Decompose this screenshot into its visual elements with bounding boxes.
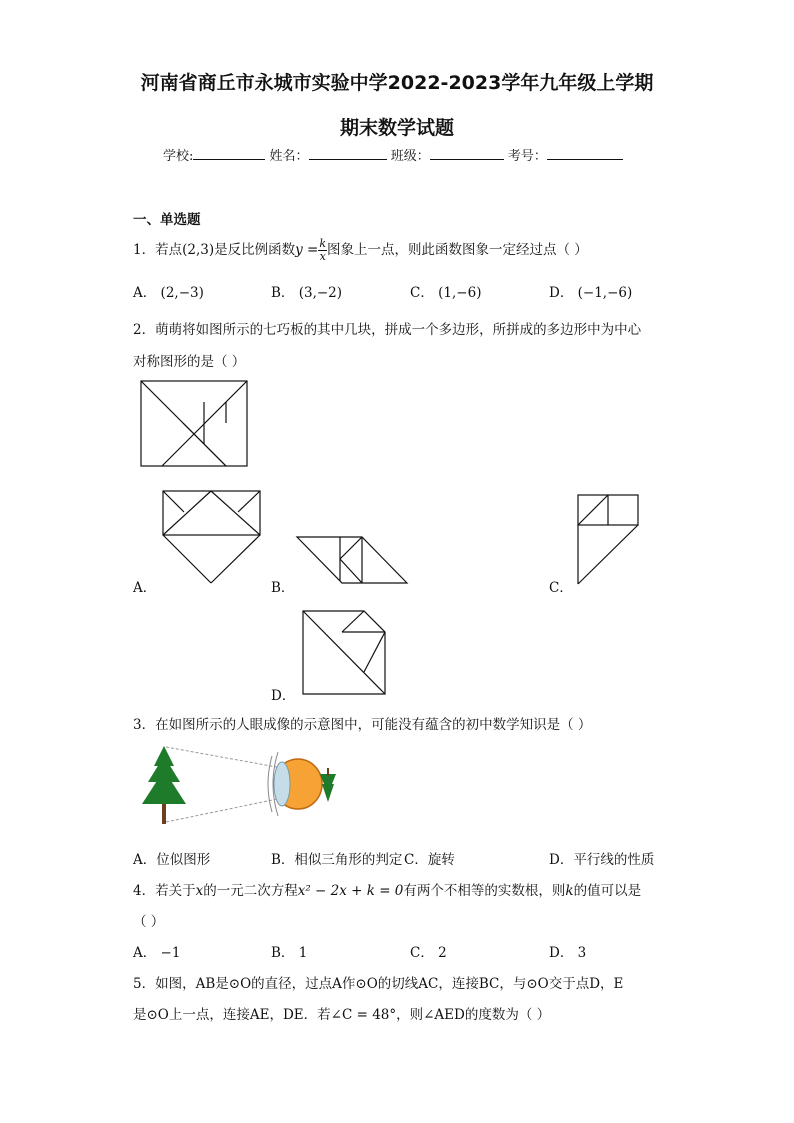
q2-figure-a[interactable] [162,490,262,585]
school-blank[interactable] [193,147,265,160]
q2-line1: 2．萌萌将如图所示的七巧板的其中几块，拼成一个多边形，所拼成的多边形中为中心 [133,322,642,338]
q1-option-c-label: C． [410,285,434,301]
tangram-figure [140,380,250,468]
exam-number-blank[interactable] [547,147,623,160]
q3-option-c-label: C． [404,852,428,868]
q1-option-d-label: D． [549,285,574,301]
q1-mid: 是反比例函数 [214,242,296,258]
q2-option-a-label[interactable]: A． [133,580,157,596]
info-fields [163,145,623,164]
class-blank[interactable] [430,147,504,160]
school-label: 学校: [163,149,194,164]
q1-fraction-num: k [319,237,327,250]
page-title-line1: 河南省商丘市永城市实验中学2022-2023学年九年级上学期 [140,72,654,94]
q1-option-a-value: (2,−3) [160,285,204,301]
q3-option-c[interactable] [404,848,455,868]
question-1 [133,238,588,263]
q2-option-c-label[interactable]: C． [549,580,573,596]
q1-option-b[interactable] [271,281,342,301]
q3-option-a-value: 位似图形 [156,852,211,868]
q4-option-c-label: C． [410,945,434,961]
section-heading: 一、单选题 [133,212,201,228]
q3-text: 3．在如图所示的人眼成像的示意图中，可能没有蕴含的初中数学知识是（ ） [133,717,592,733]
q4-var-k: k [565,883,574,899]
class-label: 班级： [390,149,430,164]
q4-mid2: 有两个不相等的实数根，则 [403,883,566,899]
q1-fraction-den: x [319,250,326,263]
q4-option-b[interactable] [271,941,307,961]
q4-option-a[interactable] [133,941,180,961]
q4-option-b-value: 1 [298,945,308,961]
q4-option-d-label: D． [549,945,574,961]
q4-option-d-value: 3 [577,945,587,961]
q4-option-c-value: 2 [438,945,447,961]
inverted-tree-icon [320,768,336,802]
q2-figure-b[interactable] [296,536,410,586]
q1-option-b-label: B． [271,285,295,301]
q1-option-d-value: (−1,−6) [577,285,633,301]
q4-option-a-value: −1 [160,945,181,961]
q1-point: (2,3) [182,242,215,258]
q1-suffix: 图象上一点，则此函数图象一定经过点（ ） [327,242,588,258]
q1-option-d[interactable] [549,281,632,301]
tangram-square [141,381,247,466]
q4-line1 [133,879,641,899]
q3-option-d-label: D． [549,852,574,868]
q3-option-d-value: 平行线的性质 [573,852,655,868]
q2-option-b-label[interactable]: B． [271,580,295,596]
tree-icon [142,746,186,824]
q5-line2: 是⊙O上一点，连接AE，DE．若∠C = 48°，则∠AED的度数为（ ） [133,1007,551,1023]
q1-option-c-value: (1,−6) [438,285,482,301]
q4-prefix: 4．若关于 [133,883,196,899]
eye-imaging-illustration [138,742,338,828]
q4-line2: （ ） [133,914,165,930]
q4-equation: x² − 2x + k = 0 [297,883,404,899]
eye-icon [268,752,322,816]
q2-line2: 对称图形的是（ ） [133,354,246,370]
q2-figure-c[interactable] [577,494,641,586]
q4-suffix: 的值可以是 [573,883,642,899]
q1-option-c[interactable] [410,281,481,301]
q3-option-d[interactable] [549,848,654,868]
q4-option-a-label: A． [133,945,157,961]
q3-option-a-label: A． [133,852,157,868]
q4-option-d[interactable] [549,941,586,961]
q4-mid1: 的一元二次方程 [203,883,298,899]
q1-option-a[interactable] [133,281,204,301]
q1-option-b-value: (3,−2) [298,285,343,301]
q3-option-c-value: 旋转 [427,852,455,868]
q5-line1: 5．如图，AB是⊙O的直径，过点A作⊙O的切线AC，连接BC，与⊙O交于点D，E [133,976,624,992]
q1-fn-lhs: y = [295,242,319,258]
name-label: 姓名： [269,149,309,164]
q1-option-a-label: A． [133,285,157,301]
q3-option-b-label: B． [271,852,295,868]
q1-fraction [318,238,327,263]
q4-option-b-label: B． [271,945,295,961]
q3-option-b-value: 相似三角形的判定 [294,852,403,868]
page-title-line2: 期末数学试题 [339,117,454,139]
q2-figure-d[interactable] [302,610,388,696]
q4-option-c[interactable] [410,941,447,961]
q2-option-d-label[interactable]: D． [271,688,296,704]
q4-var-x: x [195,883,204,899]
exam-number-label: 考号： [507,149,547,164]
q3-option-b[interactable] [271,848,402,868]
q1-prefix: 1．若点 [133,242,183,258]
name-blank[interactable] [309,147,387,160]
q3-option-a[interactable] [133,848,210,868]
